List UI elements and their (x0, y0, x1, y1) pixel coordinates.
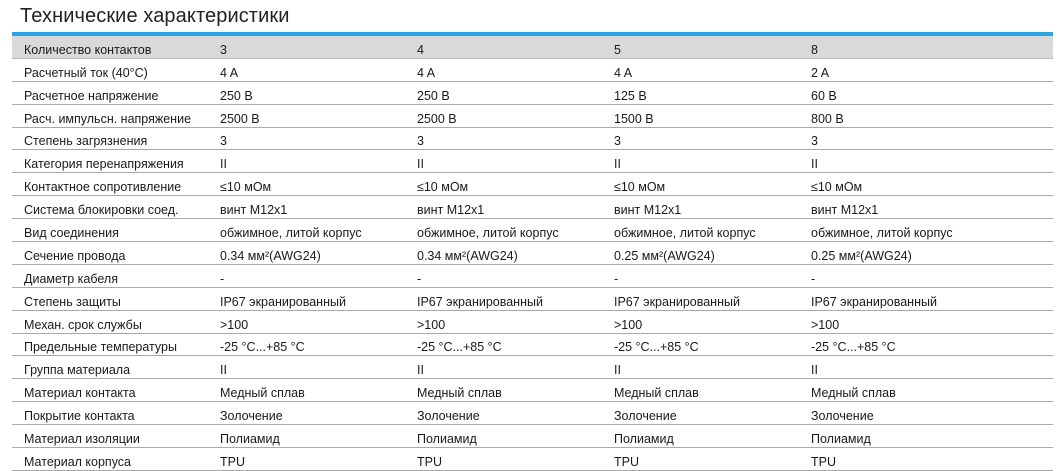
row-label: Контактное сопротивление (12, 173, 208, 196)
row-label: Расчетный ток (40°C) (12, 58, 208, 81)
table-cell: >100 (602, 310, 799, 333)
table-cell: 4 A (405, 58, 602, 81)
table-row (12, 425, 1053, 448)
table-cell: II (208, 356, 405, 379)
table-cell: Полиамид (405, 425, 602, 448)
table-cell: II (405, 150, 602, 173)
table-row (12, 58, 1053, 81)
table-row (12, 81, 1053, 104)
table-cell: 3 (405, 127, 602, 150)
table-row (12, 196, 1053, 219)
row-label: Материал контакта (12, 379, 208, 402)
table-cell: -25 °C...+85 °C (799, 333, 1053, 356)
table-cell: Золочение (799, 402, 1053, 425)
table-cell: 0.25 мм²(AWG24) (799, 242, 1053, 265)
table-cell: 2 A (799, 58, 1053, 81)
table-cell: II (799, 150, 1053, 173)
table-cell: IP67 экранированный (602, 287, 799, 310)
table-cell: 4 A (602, 58, 799, 81)
table-row (12, 310, 1053, 333)
table-cell: 800 В (799, 104, 1053, 127)
table-cell: 60 В (799, 81, 1053, 104)
table-cell: Медный сплав (602, 379, 799, 402)
table-cell: 0.25 мм²(AWG24) (602, 242, 799, 265)
row-label: Расч. импульсн. напряжение (12, 104, 208, 127)
table-cell: обжимное, литой корпус (405, 219, 602, 242)
table-row (12, 36, 1053, 58)
table-row (12, 287, 1053, 310)
table-cell: - (405, 264, 602, 287)
table-cell: Золочение (602, 402, 799, 425)
row-label: Материал корпуса (12, 448, 208, 471)
table-cell: обжимное, литой корпус (208, 219, 405, 242)
table-cell: - (602, 264, 799, 287)
table-cell: TPU (208, 448, 405, 471)
table-cell: Полиамид (208, 425, 405, 448)
table-cell: TPU (799, 448, 1053, 471)
table-cell: II (208, 150, 405, 173)
table-row (12, 402, 1053, 425)
table-cell: винт M12x1 (405, 196, 602, 219)
table-cell: >100 (799, 310, 1053, 333)
row-label: Вид соединения (12, 219, 208, 242)
table-cell: Золочение (208, 402, 405, 425)
table-cell: обжимное, литой корпус (799, 219, 1053, 242)
table-cell: II (405, 356, 602, 379)
table-cell: TPU (602, 448, 799, 471)
table-cell: - (799, 264, 1053, 287)
table-cell: 250 В (405, 81, 602, 104)
table-row (12, 448, 1053, 471)
table-cell: II (799, 356, 1053, 379)
table-cell: IP67 экранированный (405, 287, 602, 310)
table-cell: -25 °C...+85 °C (602, 333, 799, 356)
table-cell: 3 (602, 127, 799, 150)
table-row (12, 127, 1053, 150)
table-cell: II (602, 150, 799, 173)
table-cell: ≤10 мОм (602, 173, 799, 196)
table-cell: Золочение (405, 402, 602, 425)
table-cell: -25 °C...+85 °C (208, 333, 405, 356)
table-cell: винт M12x1 (602, 196, 799, 219)
table-cell: 125 В (602, 81, 799, 104)
row-label: Материал изоляции (12, 425, 208, 448)
table-cell: 3 (799, 127, 1053, 150)
table-cell: >100 (208, 310, 405, 333)
table-cell: 1500 В (602, 104, 799, 127)
table-cell: Полиамид (799, 425, 1053, 448)
table-cell: - (208, 264, 405, 287)
table-cell: ≤10 мОм (208, 173, 405, 196)
table-row (12, 219, 1053, 242)
table-row (12, 356, 1053, 379)
table-row (12, 150, 1053, 173)
table-row (12, 264, 1053, 287)
table-cell: винт M12x1 (799, 196, 1053, 219)
table-cell: винт M12x1 (208, 196, 405, 219)
row-label: Степень загрязнения (12, 127, 208, 150)
row-label: Предельные температуры (12, 333, 208, 356)
row-label: Система блокировки соед. (12, 196, 208, 219)
table-cell: II (602, 356, 799, 379)
table-cell: обжимное, литой корпус (602, 219, 799, 242)
row-label: Сечение провода (12, 242, 208, 265)
table-row (12, 104, 1053, 127)
row-label: Покрытие контакта (12, 402, 208, 425)
table-cell: Медный сплав (799, 379, 1053, 402)
table-cell: 0.34 мм²(AWG24) (405, 242, 602, 265)
row-label: Расчетное напряжение (12, 81, 208, 104)
table-cell: Полиамид (602, 425, 799, 448)
table-cell: ≤10 мОм (405, 173, 602, 196)
table-cell: IP67 экранированный (799, 287, 1053, 310)
page-title: Технические характеристики (20, 5, 290, 27)
row-label: Категория перенапряжения (12, 150, 208, 173)
table-cell: Медный сплав (405, 379, 602, 402)
table-cell: 2500 В (405, 104, 602, 127)
row-label: Количество контактов (12, 36, 208, 58)
table-cell: Медный сплав (208, 379, 405, 402)
table-cell: 2500 В (208, 104, 405, 127)
table-cell: TPU (405, 448, 602, 471)
table-row (12, 173, 1053, 196)
table-row (12, 379, 1053, 402)
table-row (12, 242, 1053, 265)
table-cell: 5 (602, 36, 799, 58)
table-row (12, 333, 1053, 356)
row-label: Диаметр кабеля (12, 264, 208, 287)
row-label: Механ. срок службы (12, 310, 208, 333)
table-cell: 3 (208, 36, 405, 58)
specs-table (12, 36, 1053, 471)
table-cell: 3 (208, 127, 405, 150)
row-label: Группа материала (12, 356, 208, 379)
table-cell: 4 A (208, 58, 405, 81)
table-cell: -25 °C...+85 °C (405, 333, 602, 356)
row-label: Степень защиты (12, 287, 208, 310)
table-cell: ≤10 мОм (799, 173, 1053, 196)
table-cell: 0.34 мм²(AWG24) (208, 242, 405, 265)
table-cell: 4 (405, 36, 602, 58)
table-cell: 250 В (208, 81, 405, 104)
table-cell: IP67 экранированный (208, 287, 405, 310)
table-cell: >100 (405, 310, 602, 333)
table-cell: 8 (799, 36, 1053, 58)
